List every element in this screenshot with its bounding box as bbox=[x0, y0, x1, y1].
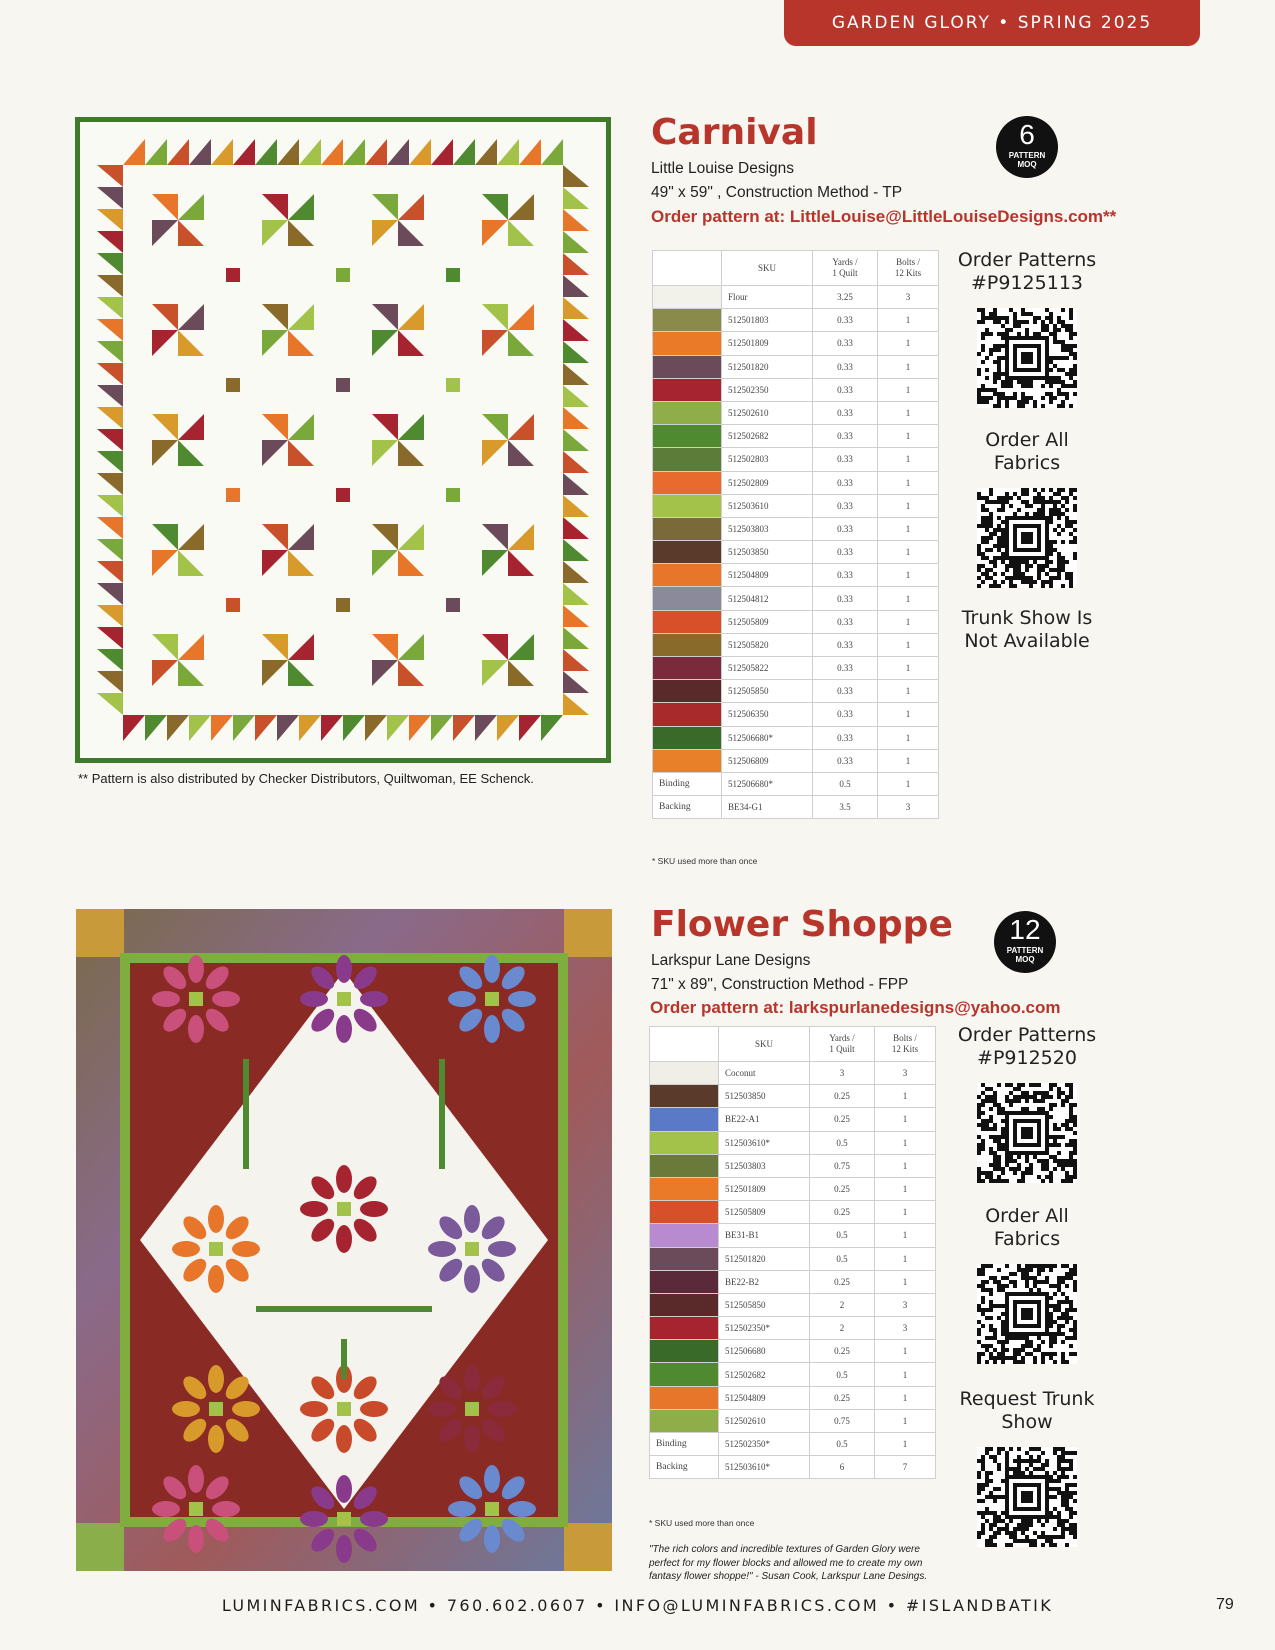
bolts-cell: 1 bbox=[878, 332, 939, 355]
bolts-cell: 1 bbox=[875, 1386, 936, 1409]
table-row bbox=[650, 1108, 936, 1131]
yards-cell: 2 bbox=[810, 1293, 875, 1316]
yards-header: Yards / 1 Quilt bbox=[810, 1027, 875, 1062]
qr-code-icon bbox=[977, 1447, 1077, 1547]
moq-label: PATTERN MOQ bbox=[1006, 946, 1044, 964]
sku-cell: Flour bbox=[722, 286, 813, 309]
yards-cell: 0.33 bbox=[813, 541, 878, 564]
carnival-designer: Little Louise Designs bbox=[651, 160, 795, 177]
table-row bbox=[650, 1247, 936, 1270]
fabric-swatch bbox=[650, 1224, 719, 1247]
table-row bbox=[653, 657, 939, 680]
bolts-cell: 1 bbox=[878, 610, 939, 633]
table-row bbox=[650, 1085, 936, 1108]
bolts-cell: 1 bbox=[878, 471, 939, 494]
bolts-cell: 3 bbox=[875, 1317, 936, 1340]
table-row bbox=[653, 703, 939, 726]
yards-cell: 0.33 bbox=[813, 401, 878, 424]
table-row bbox=[653, 726, 939, 749]
bolts-cell: 3 bbox=[875, 1293, 936, 1316]
sku-cell: 512501820 bbox=[719, 1247, 810, 1270]
yards-cell: 0.33 bbox=[813, 309, 878, 332]
bolts-cell: 1 bbox=[878, 309, 939, 332]
bolts-cell: 1 bbox=[875, 1340, 936, 1363]
table-row bbox=[653, 749, 939, 772]
yards-cell: 0.33 bbox=[813, 494, 878, 517]
fabric-swatch bbox=[650, 1201, 719, 1224]
table-row bbox=[653, 796, 939, 819]
fabric-swatch bbox=[650, 1386, 719, 1409]
fabric-swatch bbox=[650, 1177, 719, 1200]
table-row bbox=[650, 1224, 936, 1247]
yards-cell: 0.33 bbox=[813, 355, 878, 378]
yards-cell: 0.75 bbox=[810, 1409, 875, 1432]
star-center-square bbox=[226, 598, 240, 612]
sku-cell: 512502682 bbox=[719, 1363, 810, 1386]
fabric-swatch bbox=[653, 448, 722, 471]
star-center-square bbox=[336, 268, 350, 282]
bolts-header: Bolts / 12 Kits bbox=[878, 251, 939, 286]
star-center-square bbox=[446, 268, 460, 282]
bolts-cell: 1 bbox=[875, 1433, 936, 1456]
flower-shoppe-trunk-show-label: Request Trunk Show bbox=[959, 1388, 1095, 1433]
sku-cell: 512503610 bbox=[722, 494, 813, 517]
fabric-swatch bbox=[650, 1131, 719, 1154]
bolts-cell: 1 bbox=[878, 633, 939, 656]
fabric-swatch bbox=[653, 355, 722, 378]
sku-cell: 512502350* bbox=[719, 1433, 810, 1456]
sku-cell: 512506809 bbox=[722, 749, 813, 772]
star-center-square bbox=[446, 598, 460, 612]
yards-cell: 0.33 bbox=[813, 564, 878, 587]
flower-block bbox=[300, 1475, 388, 1563]
bolts-cell: 1 bbox=[878, 517, 939, 540]
sku-cell: BE34-G1 bbox=[722, 796, 813, 819]
sku-cell: 512505850 bbox=[719, 1293, 810, 1316]
fabric-swatch bbox=[650, 1409, 719, 1432]
yards-cell: 0.33 bbox=[813, 610, 878, 633]
yards-cell: 0.5 bbox=[810, 1363, 875, 1386]
moq-number: 12 bbox=[1009, 914, 1041, 945]
fabric-swatch bbox=[650, 1363, 719, 1386]
sku-cell: 512506680* bbox=[722, 772, 813, 795]
row-label: Binding bbox=[653, 772, 722, 795]
fabric-swatch bbox=[653, 749, 722, 772]
bolts-cell: 3 bbox=[878, 286, 939, 309]
yards-cell: 2 bbox=[810, 1317, 875, 1340]
table-row bbox=[653, 541, 939, 564]
fabric-swatch bbox=[650, 1270, 719, 1293]
sku-cell: 512505809 bbox=[719, 1201, 810, 1224]
sku-cell: 512506680 bbox=[719, 1340, 810, 1363]
sku-cell: 512504812 bbox=[722, 587, 813, 610]
bolts-cell: 1 bbox=[875, 1085, 936, 1108]
flower-shoppe-sku-table bbox=[649, 1026, 936, 1479]
yards-cell: 0.5 bbox=[810, 1224, 875, 1247]
table-row bbox=[650, 1293, 936, 1316]
swatch-header bbox=[653, 251, 722, 286]
fabric-swatch bbox=[653, 378, 722, 401]
fabric-swatch bbox=[650, 1317, 719, 1340]
yards-cell: 0.33 bbox=[813, 448, 878, 471]
yards-cell: 3 bbox=[810, 1062, 875, 1085]
table-row bbox=[653, 494, 939, 517]
sku-cell: 512505809 bbox=[722, 610, 813, 633]
sku-cell: 512503803 bbox=[719, 1154, 810, 1177]
star-center-square bbox=[336, 598, 350, 612]
sku-cell: 512505820 bbox=[722, 633, 813, 656]
sku-cell: 512503803 bbox=[722, 517, 813, 540]
header-text: GARDEN GLORY • SPRING 2025 bbox=[831, 13, 1153, 33]
fabric-swatch bbox=[653, 657, 722, 680]
fabric-swatch bbox=[653, 633, 722, 656]
pinwheel-block bbox=[372, 524, 424, 576]
bolts-cell: 3 bbox=[875, 1062, 936, 1085]
bolts-cell: 1 bbox=[878, 448, 939, 471]
flower-block bbox=[300, 1165, 388, 1253]
star-center-square bbox=[446, 488, 460, 502]
bolts-cell: 1 bbox=[875, 1270, 936, 1293]
fabric-swatch bbox=[653, 309, 722, 332]
yards-cell: 0.33 bbox=[813, 633, 878, 656]
sku-cell: 512506680* bbox=[722, 726, 813, 749]
yards-cell: 0.25 bbox=[810, 1085, 875, 1108]
flower-block bbox=[172, 1365, 260, 1453]
carnival-title: Carnival bbox=[651, 112, 818, 153]
yards-cell: 0.33 bbox=[813, 517, 878, 540]
pinwheel-block bbox=[262, 634, 314, 686]
fabric-swatch bbox=[653, 332, 722, 355]
yards-cell: 0.25 bbox=[810, 1386, 875, 1409]
sku-cell: 512503610* bbox=[719, 1456, 810, 1479]
table-row bbox=[650, 1270, 936, 1293]
pinwheel-block bbox=[372, 304, 424, 356]
table-row bbox=[653, 448, 939, 471]
fabric-swatch bbox=[653, 471, 722, 494]
bolts-cell: 1 bbox=[878, 378, 939, 401]
table-row bbox=[650, 1154, 936, 1177]
flower-shoppe-dimensions: 71" x 89", Construction Method - FPP bbox=[651, 976, 909, 993]
table-row bbox=[653, 517, 939, 540]
flower-shoppe-order-patterns-label: Order Patterns #P912520 bbox=[957, 1024, 1097, 1069]
table-row bbox=[650, 1363, 936, 1386]
table-row bbox=[650, 1433, 936, 1456]
bolts-header: Bolts / 12 Kits bbox=[875, 1027, 936, 1062]
carnival-sku-table bbox=[652, 250, 939, 819]
sku-cell: BE31-B1 bbox=[719, 1224, 810, 1247]
fabric-swatch bbox=[653, 517, 722, 540]
carnival-order-fabrics-qr[interactable] bbox=[977, 488, 1077, 588]
yards-cell: 0.33 bbox=[813, 425, 878, 448]
bolts-cell: 1 bbox=[875, 1131, 936, 1154]
table-row bbox=[653, 471, 939, 494]
sku-cell: 512501803 bbox=[722, 309, 813, 332]
page-number: 79 bbox=[1216, 1596, 1234, 1613]
sku-cell: 512501820 bbox=[722, 355, 813, 378]
pinwheel-block bbox=[262, 524, 314, 576]
qr-code-icon bbox=[977, 1083, 1077, 1183]
sku-cell: 512502682 bbox=[722, 425, 813, 448]
flower-shoppe-trunk-show-qr[interactable] bbox=[977, 1447, 1077, 1547]
carnival-moq-badge bbox=[996, 116, 1058, 178]
table-row bbox=[650, 1456, 936, 1479]
yards-cell: 0.25 bbox=[810, 1201, 875, 1224]
yards-cell: 3.25 bbox=[813, 286, 878, 309]
sku-cell: 512502350 bbox=[722, 378, 813, 401]
sku-cell: 512503850 bbox=[722, 541, 813, 564]
catalog-header-tab bbox=[784, 0, 1200, 46]
footer-contact: LUMINFABRICS.COM • 760.602.0607 • INFO@LUMINFABRICS.COM • #ISLANDBATIK bbox=[221, 1596, 1054, 1615]
sku-cell: 512502350* bbox=[719, 1317, 810, 1340]
bolts-cell: 1 bbox=[878, 726, 939, 749]
table-row bbox=[653, 378, 939, 401]
bolts-cell: 1 bbox=[878, 425, 939, 448]
fabric-swatch bbox=[650, 1293, 719, 1316]
star-center-square bbox=[226, 488, 240, 502]
table-row bbox=[653, 680, 939, 703]
fabric-swatch bbox=[653, 703, 722, 726]
sku-cell: 512505850 bbox=[722, 680, 813, 703]
table-row bbox=[653, 355, 939, 378]
table-row bbox=[650, 1317, 936, 1340]
table-row bbox=[650, 1386, 936, 1409]
yards-cell: 0.25 bbox=[810, 1177, 875, 1200]
flower-block bbox=[300, 955, 388, 1043]
sku-cell: 512502610 bbox=[722, 401, 813, 424]
moq-number: 6 bbox=[1019, 119, 1035, 150]
bolts-cell: 1 bbox=[878, 541, 939, 564]
fabric-swatch bbox=[653, 425, 722, 448]
bolts-cell: 1 bbox=[875, 1108, 936, 1131]
table-row bbox=[650, 1177, 936, 1200]
sku-cell: 512505822 bbox=[722, 657, 813, 680]
sku-header: SKU bbox=[719, 1027, 810, 1062]
star-center-square bbox=[336, 488, 350, 502]
star-center-square bbox=[226, 268, 240, 282]
pinwheel-block bbox=[262, 414, 314, 466]
pinwheel-block bbox=[152, 194, 204, 246]
table-row bbox=[650, 1340, 936, 1363]
table-row bbox=[650, 1201, 936, 1224]
table-row bbox=[653, 610, 939, 633]
bolts-cell: 1 bbox=[878, 772, 939, 795]
table-row bbox=[653, 401, 939, 424]
flower-shoppe-order-fabrics-qr[interactable] bbox=[977, 1264, 1077, 1364]
flower-block bbox=[448, 1465, 536, 1553]
yards-cell: 0.33 bbox=[813, 749, 878, 772]
yards-cell: 0.33 bbox=[813, 680, 878, 703]
yards-cell: 0.33 bbox=[813, 703, 878, 726]
table-row bbox=[650, 1062, 936, 1085]
sku-cell: 512504809 bbox=[719, 1386, 810, 1409]
pinwheel-block bbox=[482, 524, 534, 576]
qr-code-icon bbox=[977, 1264, 1077, 1364]
flower-block bbox=[152, 955, 240, 1043]
sku-cell: BE22-B2 bbox=[719, 1270, 810, 1293]
yards-cell: 0.5 bbox=[810, 1433, 875, 1456]
flower-shoppe-table-note: * SKU used more than once bbox=[649, 1518, 755, 1528]
yards-cell: 0.33 bbox=[813, 726, 878, 749]
bolts-cell: 1 bbox=[875, 1363, 936, 1386]
carnival-table-note: * SKU used more than once bbox=[652, 856, 758, 866]
sku-cell: 512503850 bbox=[719, 1085, 810, 1108]
fabric-swatch bbox=[653, 587, 722, 610]
flower-shoppe-order-patterns-qr[interactable] bbox=[977, 1083, 1077, 1183]
table-row bbox=[653, 309, 939, 332]
bolts-cell: 1 bbox=[875, 1247, 936, 1270]
qr-code-icon bbox=[977, 488, 1077, 588]
bolts-cell: 1 bbox=[878, 401, 939, 424]
yards-cell: 0.33 bbox=[813, 378, 878, 401]
fabric-swatch bbox=[653, 401, 722, 424]
table-row bbox=[653, 425, 939, 448]
carnival-order-fabrics-label: Order All Fabrics bbox=[985, 429, 1069, 474]
yards-header: Yards / 1 Quilt bbox=[813, 251, 878, 286]
carnival-trunk-show-label: Trunk Show Is Not Available bbox=[961, 607, 1093, 652]
yards-cell: 0.5 bbox=[813, 772, 878, 795]
sku-cell: 512501809 bbox=[722, 332, 813, 355]
yards-cell: 0.75 bbox=[810, 1154, 875, 1177]
fabric-swatch bbox=[650, 1062, 719, 1085]
sku-cell: 512502809 bbox=[722, 471, 813, 494]
bolts-cell: 1 bbox=[878, 680, 939, 703]
bolts-cell: 1 bbox=[875, 1154, 936, 1177]
bolts-cell: 1 bbox=[878, 355, 939, 378]
qr-code-icon bbox=[977, 308, 1077, 408]
bolts-cell: 1 bbox=[875, 1409, 936, 1432]
yards-cell: 0.33 bbox=[813, 471, 878, 494]
flower-shoppe-order-fabrics-label: Order All Fabrics bbox=[985, 1205, 1069, 1250]
yards-cell: 0.33 bbox=[813, 332, 878, 355]
table-row bbox=[653, 332, 939, 355]
row-label: Backing bbox=[650, 1456, 719, 1479]
sku-cell: 512503610* bbox=[719, 1131, 810, 1154]
yards-cell: 0.5 bbox=[810, 1131, 875, 1154]
star-center-square bbox=[226, 378, 240, 392]
star-center-square bbox=[446, 378, 460, 392]
bolts-cell: 1 bbox=[875, 1177, 936, 1200]
pinwheel-block bbox=[482, 634, 534, 686]
pinwheel-block bbox=[262, 304, 314, 356]
flower-shoppe-quilt-image bbox=[76, 909, 612, 1571]
table-row bbox=[653, 564, 939, 587]
pinwheel-block bbox=[482, 304, 534, 356]
designer-quote: "The rich colors and incredible textures of Garden Glory were perfect for my flower blocks and allowed me to create my own fantasy flower shoppe!" - Susan Cook, Larkspur Lane Desings. bbox=[649, 1544, 928, 1582]
table-row bbox=[653, 286, 939, 309]
yards-cell: 0.5 bbox=[810, 1247, 875, 1270]
swatch-header bbox=[650, 1027, 719, 1062]
yards-cell: 6 bbox=[810, 1456, 875, 1479]
carnival-dimensions: 49" x 59" , Construction Method - TP bbox=[651, 184, 903, 201]
yards-cell: 0.33 bbox=[813, 587, 878, 610]
bolts-cell: 1 bbox=[875, 1224, 936, 1247]
pinwheel-block bbox=[482, 414, 534, 466]
fabric-swatch bbox=[650, 1154, 719, 1177]
sku-cell: 512502803 bbox=[722, 448, 813, 471]
bolts-cell: 1 bbox=[875, 1201, 936, 1224]
fabric-swatch bbox=[653, 286, 722, 309]
bolts-cell: 3 bbox=[878, 796, 939, 819]
distribution-note: ** Pattern is also distributed by Checker Distributors, Quiltwoman, EE Schenck. bbox=[78, 771, 534, 786]
sku-cell: BE22-A1 bbox=[719, 1108, 810, 1131]
sku-cell: 512501809 bbox=[719, 1177, 810, 1200]
bolts-cell: 1 bbox=[878, 494, 939, 517]
bolts-cell: 1 bbox=[878, 749, 939, 772]
flower-block bbox=[152, 1465, 240, 1553]
yards-cell: 0.25 bbox=[810, 1270, 875, 1293]
bolts-cell: 7 bbox=[875, 1456, 936, 1479]
fabric-swatch bbox=[653, 680, 722, 703]
flower-shoppe-order-link[interactable]: Order pattern at: larkspurlanedesigns@yahoo.com bbox=[650, 998, 1061, 1017]
fabric-swatch bbox=[650, 1108, 719, 1131]
fabric-swatch bbox=[650, 1247, 719, 1270]
table-row bbox=[653, 587, 939, 610]
star-center-square bbox=[336, 378, 350, 392]
flower-shoppe-title: Flower Shoppe bbox=[651, 904, 953, 945]
table-row bbox=[653, 633, 939, 656]
sku-header: SKU bbox=[722, 251, 813, 286]
flower-block bbox=[428, 1365, 516, 1453]
sku-cell: 512506350 bbox=[722, 703, 813, 726]
table-row bbox=[650, 1131, 936, 1154]
yards-cell: 0.25 bbox=[810, 1108, 875, 1131]
row-label: Backing bbox=[653, 796, 722, 819]
fabric-swatch bbox=[653, 494, 722, 517]
yards-cell: 0.25 bbox=[810, 1340, 875, 1363]
table-row bbox=[653, 772, 939, 795]
row-label: Binding bbox=[650, 1433, 719, 1456]
carnival-order-patterns-qr[interactable] bbox=[977, 308, 1077, 408]
fabric-swatch bbox=[653, 564, 722, 587]
pinwheel-block bbox=[372, 634, 424, 686]
sku-cell: 512502610 bbox=[719, 1409, 810, 1432]
bolts-cell: 1 bbox=[878, 564, 939, 587]
flower-shoppe-moq-badge bbox=[994, 911, 1056, 973]
fabric-swatch bbox=[653, 541, 722, 564]
bolts-cell: 1 bbox=[878, 703, 939, 726]
fabric-swatch bbox=[650, 1085, 719, 1108]
flower-shoppe-designer: Larkspur Lane Designs bbox=[651, 952, 811, 969]
sku-cell: Coconut bbox=[719, 1062, 810, 1085]
fabric-swatch bbox=[653, 610, 722, 633]
yards-cell: 3.5 bbox=[813, 796, 878, 819]
table-row bbox=[650, 1409, 936, 1432]
sku-cell: 512504809 bbox=[722, 564, 813, 587]
carnival-quilt-image bbox=[75, 117, 611, 763]
bolts-cell: 1 bbox=[878, 657, 939, 680]
bolts-cell: 1 bbox=[878, 587, 939, 610]
fabric-swatch bbox=[653, 726, 722, 749]
flower-block bbox=[428, 1205, 516, 1293]
yards-cell: 0.33 bbox=[813, 657, 878, 680]
carnival-order-link[interactable]: Order pattern at: LittleLouise@LittleLouiseDesigns.com** bbox=[651, 207, 1117, 226]
flower-block bbox=[172, 1205, 260, 1293]
carnival-order-patterns-label: Order Patterns #P9125113 bbox=[957, 249, 1097, 294]
pinwheel-block bbox=[372, 414, 424, 466]
flower-block bbox=[448, 955, 536, 1043]
moq-label: PATTERN MOQ bbox=[1008, 151, 1046, 169]
fabric-swatch bbox=[650, 1340, 719, 1363]
